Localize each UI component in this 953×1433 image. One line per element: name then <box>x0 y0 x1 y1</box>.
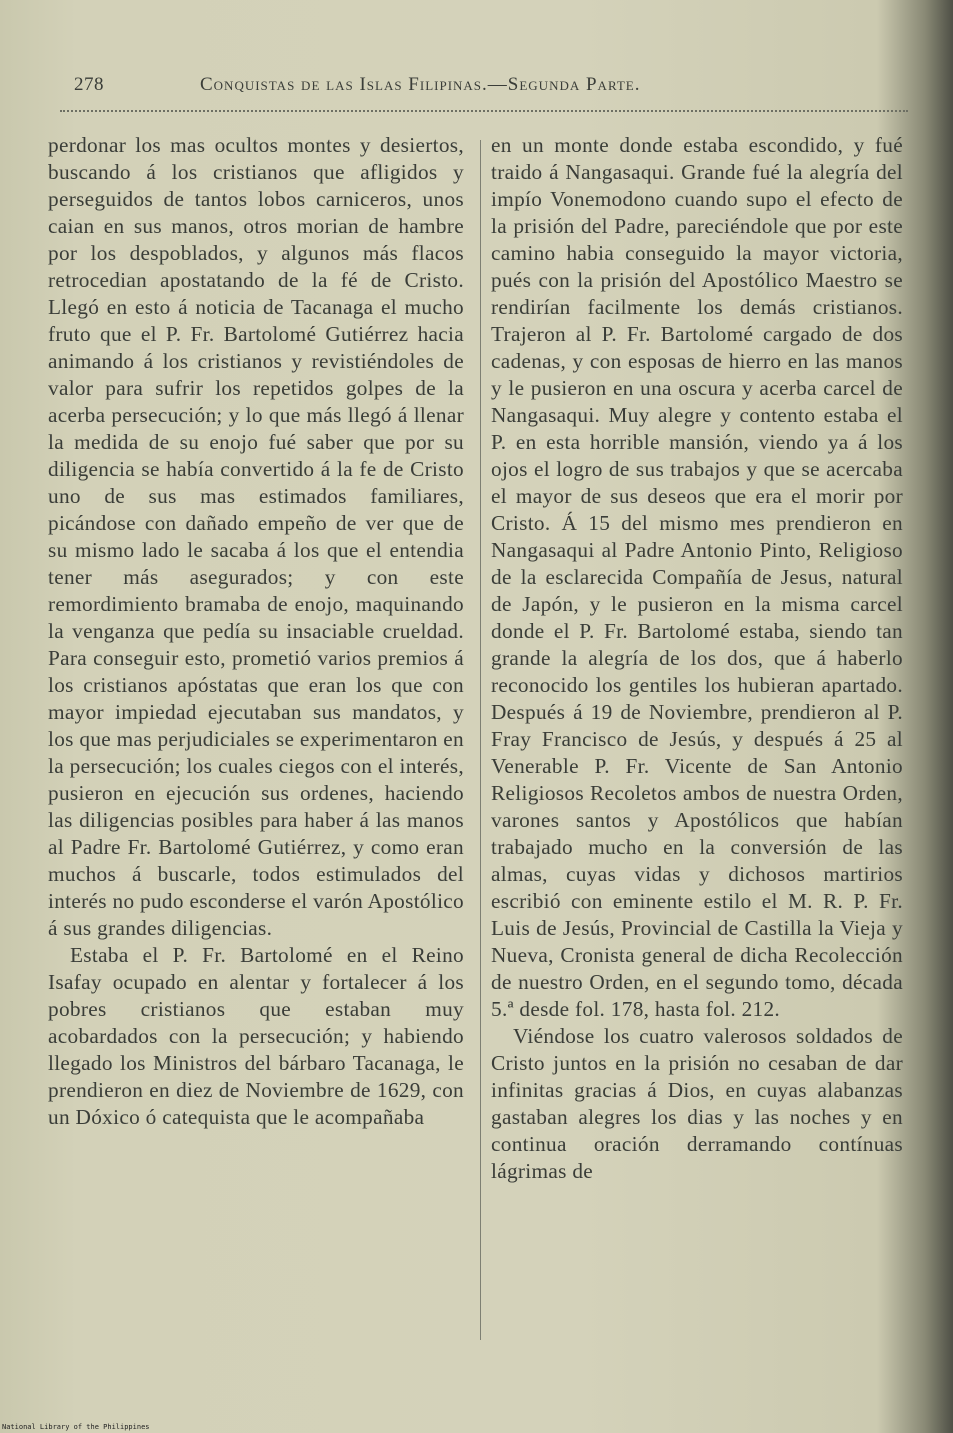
running-title: Conquistas de las Islas Filipinas.—Segunda Parte. <box>200 74 641 95</box>
right-column <box>491 132 903 1185</box>
page-number: 278 <box>74 74 104 95</box>
left-paragraph-2: Estaba el P. Fr. Bartolomé en el Reino Isafay ocupado en alentar y fortalecer á los pobres cristianos que estaban muy acobardados con la persecución; y habiendo llegado los Ministros del bárbaro Tacanaga, le prendieron en diez de Noviembre de 1629, con un Dóxico ó catequista que le acompañaba <box>48 943 464 1129</box>
left-paragraph-1: perdonar los mas ocultos montes y desiertos, buscando á los cristianos que afligidos y perseguidos de tantos lobos carniceros, unos caian en sus manos, otros morian de hambre por los despoblados, y algunos más flacos retrocedian apostatando de la fé de Cristo. Llegó en esto á noticia de Tacanaga el mucho fruto que el P. Fr. Bartolomé Gutiérrez hacia animando á los cristianos y revistiéndoles de valor para sufrir los repetidos golpes de la acerba persecución; y lo que más llegó á llenar la medida de su enojo fué saber que por su diligencia se había convertido á la fe de Cristo uno de sus mas estimados familiares, picándose con dañado empeño de ver que de su mismo lado le sacaba á los que el entendia tener más asegurados; y con este remordimiento bramaba de enojo, maquinando la venganza que pedía su insaciable crueldad. Para conseguir esto, prometió varios premios á los cristianos apóstatas que eran los que con mayor impiedad ejecutaban sus mandatos, y los que mas perjudiciales se experimentaron en la persecución; los cuales ciegos con el interés, pusieron en ejecución sus ordenes, haciendo las diligencias posibles para haber á las manos al Padre Fr. Bartolomé Gutiérrez, y como eran muchos á buscarle, todos estimulados del interés no pudo esconderse el varón Apostólico á sus grandes diligencias. <box>48 133 464 940</box>
right-paragraph-1: en un monte donde estaba escondido, y fué traido á Nangasaqui. Grande fué la alegría del impío Vonemodono cuando supo el efecto de la prisión del Padre, pareciéndole que por este camino habia conseguido la mayor victoria, pués con la prisión del Apostólico Maestro se rendirían facilmente los demás cristianos. Trajeron al P. Fr. Bartolomé cargado de dos cadenas, y con esposas de hierro en las manos y le pusieron en una oscura y acerba carcel de Nangasaqui. Muy alegre y contento estaba el P. en esta horrible mansión, viendo ya á los ojos el logro de sus trabajos y que se acercaba el mayor de sus deseos que era el morir por Cristo. Á 15 del mismo mes prendieron en Nangasaqui al Padre Antonio Pinto, Religioso de la esclarecida Compañía de Jesus, natural de Japón, y le pusieron en la misma carcel donde el P. Fr. Bartolomé estaba, siendo tan grande la alegría de los dos, que á haberlo reconocido los gentiles los hubieran apartado. Después á 19 de Noviembre, prendieron al P. Fray Francisco de Jesús, y después á 25 al Venerable P. Fr. Vicente de San Antonio Religiosos Recoletos ambos de nuestra Orden, varones santos y Apostólicos que habían trabajado mucho en la conversión de las almas, cuyas vidas y dichosos martirios escribió con eminente estilo el M. R. P. Fr. Luis de Jesús, Provincial de Castilla la Vieja y Nueva, Cronista general de dicha Recolección de nuestro Orden, en el segundo tomo, década 5.ª desde fol. 178, hasta fol. 212. <box>491 133 903 1021</box>
library-credit: National Library of the Philippines <box>2 1423 150 1431</box>
column-divider <box>480 140 481 1340</box>
left-column <box>48 132 464 1131</box>
header-rule <box>60 100 908 112</box>
right-paragraph-2: Viéndose los cuatro valerosos soldados de Cristo juntos en la prisión no cesaban de dar infinitas gracias á Dios, en cuyas alabanzas gastaban alegres los dias y las noches y en continua oración derramando contínuas lágrimas de <box>491 1024 903 1183</box>
